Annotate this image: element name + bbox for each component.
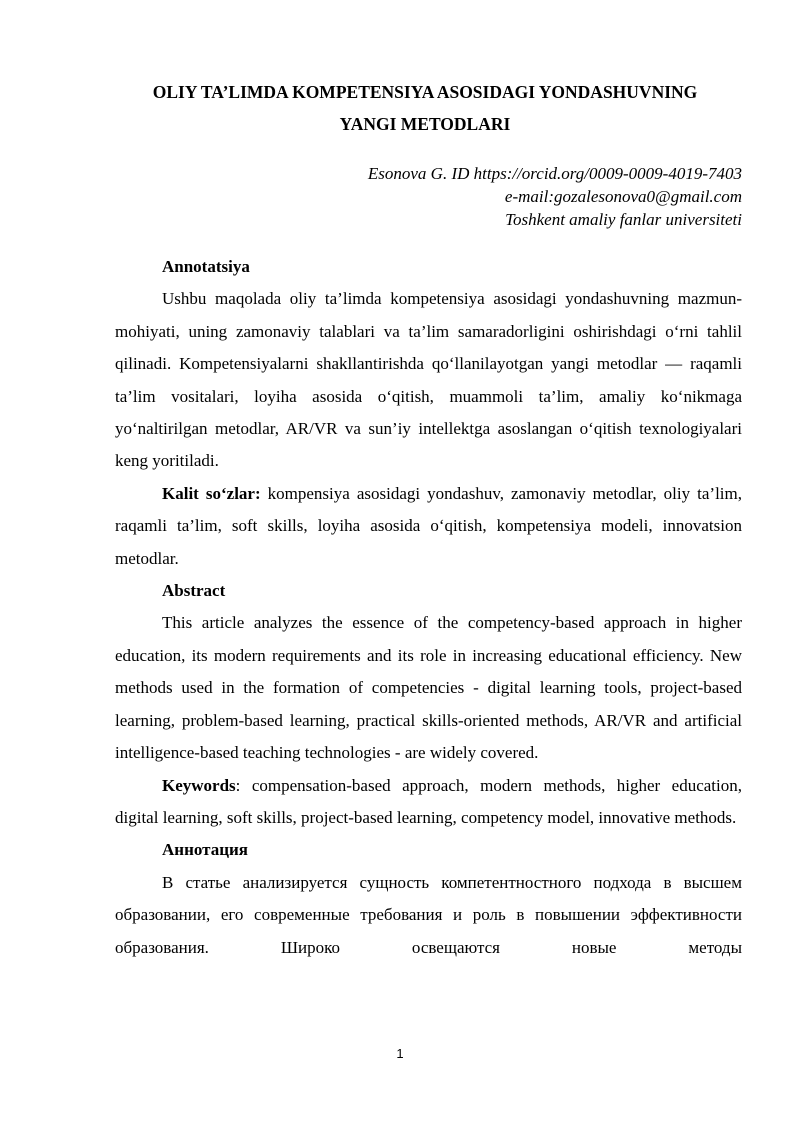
title-line-2: YANGI METODLARI: [339, 114, 511, 134]
annotation-uz-text: Ushbu maqolada oliy ta’limda kompetensiya asosidagi yondashuvning mazmun-mohiyati, uning zamonaviy talablari va ta’lim samaradorligini oshirishdagi o‘rni tahlil qilinadi. Kompetensiyalarni shakllantirishda qo‘llanilayotgan yangi metodlar — raqamli ta’lim vositalari, loyiha asosida o‘qitish, muammoli ta’lim, amaliy ko‘nikmaga yo‘naltirilgan metodlar, AR/VR va sun’iy intellektga asoslangan o‘qitish texnologiyalari keng yoritiladi.: [115, 289, 742, 471]
annotation-ru-heading: Аннотация: [162, 840, 248, 860]
author-block: [182, 162, 742, 231]
paper-body: [115, 251, 742, 964]
author-email: e-mail:gozalesonova0@gmail.com: [504, 187, 742, 206]
abstract-en-text: This article analyzes the essence of the competency-based approach in higher education, its modern requirements and its role in increasing educational efficiency. New methods used in the formation of competencies - digital learning tools, project-based learning, problem-based learning, practical skills-oriented methods, AR/VR and artificial intelligence-based teaching technologies - are widely covered.: [115, 613, 742, 763]
annotation-uz-heading: Annotatsiya: [162, 257, 250, 276]
author-affiliation: Toshkent amaliy fanlar universiteti: [505, 210, 742, 229]
annotation-ru-text: В статье анализируется сущность компетентностного подхода в высшем образовании, его современные требования и роль в повышении эффективности образования. Широко освещаются новые методы: [115, 872, 742, 957]
keywords-uz-text: kompensiya asosidagi yondashuv, zamonaviy metodlar, oliy ta’lim, raqamli ta’lim, soft skills, loyiha asosida o‘qitish, kompetensiya modeli, innovatsion metodlar.: [115, 483, 742, 568]
paper-title: [90, 76, 760, 140]
page-number: 1: [396, 1046, 404, 1061]
keywords-en-label: Keywords: [162, 775, 236, 795]
keywords-uz: [115, 478, 742, 575]
author-name-orcid: Esonova G. ID https://orcid.org/0009-0009-4019-7403: [367, 164, 742, 183]
keywords-en-text: : compensation-based approach, modern methods, higher education, digital learning, soft skills, project-based learning, competency model, innovative methods.: [115, 775, 742, 827]
abstract-en-heading: Abstract: [162, 581, 226, 601]
keywords-uz-label: Kalit so‘zlar:: [162, 483, 261, 503]
keywords-en: [115, 770, 742, 835]
title-line-1: OLIY TA’LIMDA KOMPETENSIYA ASOSIDAGI YONDASHUVNING: [152, 82, 698, 102]
